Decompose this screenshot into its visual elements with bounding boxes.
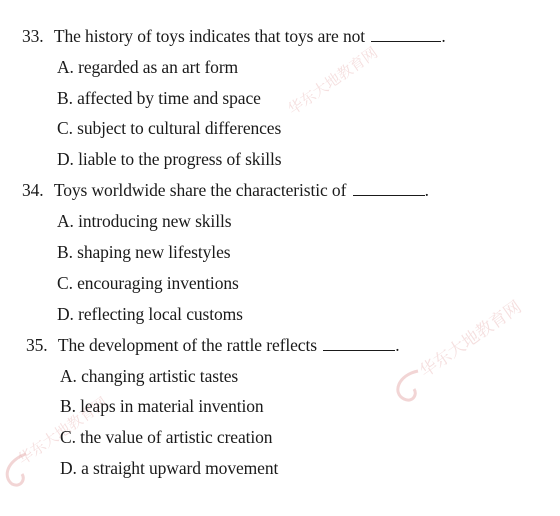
option-35-b: B. leaps in material invention <box>60 396 264 416</box>
option-35-a: A. changing artistic tastes <box>60 366 239 386</box>
question-stem: Toys worldwide share the characteristic of <box>53 180 347 200</box>
question-stem: The history of toys indicates that toys are not <box>53 26 366 46</box>
watermark-left: 华东大地教育网 <box>14 393 111 469</box>
question-number: 33. <box>22 26 44 46</box>
watermark-right: 华东大地教育网 <box>416 297 526 382</box>
question-34 <box>22 180 429 200</box>
option-34-d: D. reflecting local customs <box>57 304 243 324</box>
option-33-d: D. liable to the progress of skills <box>57 149 282 169</box>
answer-blank <box>353 181 425 196</box>
question-stem: The development of the rattle reflects <box>57 335 317 355</box>
question-33 <box>22 26 446 46</box>
watermark-logo-icon <box>388 365 428 405</box>
option-34-c: C. encouraging inventions <box>57 273 239 293</box>
option-34-a: A. introducing new skills <box>57 211 232 231</box>
question-number: 35. <box>26 335 48 355</box>
answer-blank <box>323 336 395 351</box>
question-end: . <box>441 26 446 46</box>
question-end: . <box>395 335 400 355</box>
option-35-c: C. the value of artistic creation <box>60 427 273 447</box>
watermark-logo-icon <box>0 450 34 490</box>
option-33-c: C. subject to cultural differences <box>57 118 282 138</box>
option-35-d: D. a straight upward movement <box>60 458 279 478</box>
question-end: . <box>424 180 429 200</box>
question-35 <box>26 335 400 355</box>
option-33-a: A. regarded as an art form <box>57 57 239 77</box>
watermark-top: 华东大地教育网 <box>284 43 381 119</box>
question-number: 34. <box>22 180 44 200</box>
option-33-b: B. affected by time and space <box>57 88 261 108</box>
answer-blank <box>371 27 441 42</box>
option-34-b: B. shaping new lifestyles <box>57 242 231 262</box>
